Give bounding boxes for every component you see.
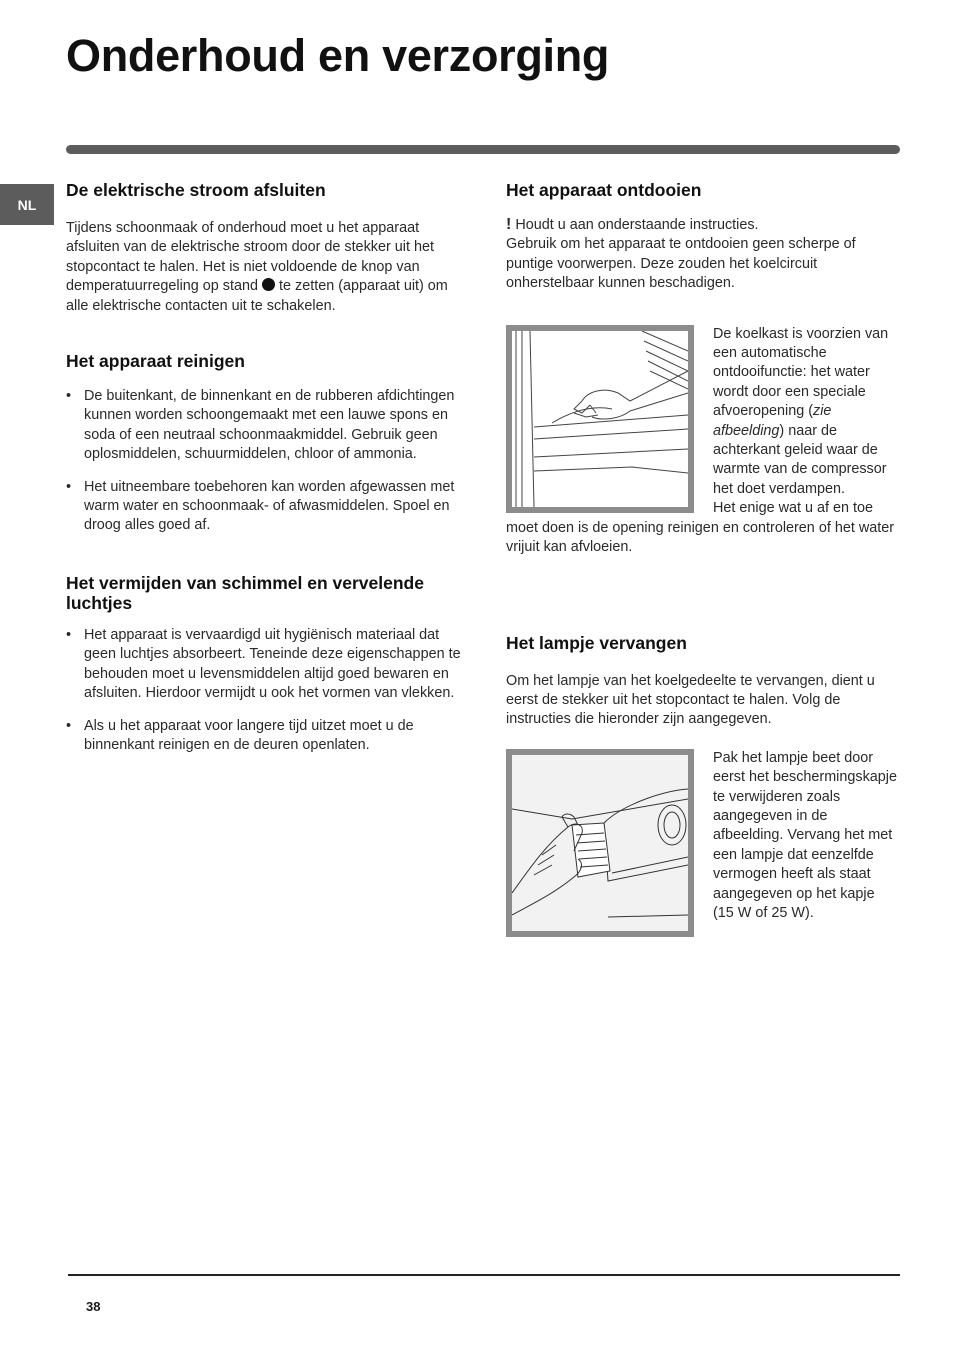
lamp-figure-text: Pak het lampje beet door eerst het beschermingskapje te verwijderen zoals aangegeven in de afbeelding. Vervang het met een lampje dat eenzelfde vermogen heeft als staat aangegeven op het kapje (15 W of 25 W). bbox=[713, 749, 897, 921]
drain-hole-illustration bbox=[512, 331, 688, 507]
lamp-intro: Om het lampje van het koelgedeelte te vervangen, dient u eerst de stekker uit het stopcontact te halen. Volg de instructies die hieronder zijn aangegeven. bbox=[506, 672, 875, 728]
lamp-illustration bbox=[506, 749, 694, 937]
section-heading: Het vermijden van schimmel en vervelende luchtjes bbox=[66, 572, 424, 613]
cleaning-list bbox=[66, 387, 462, 536]
right-column bbox=[506, 178, 898, 937]
defrost-intro: Gebruik om het apparaat te ontdooien geen scherpe of puntige voorwerpen. Deze zouden het koelcircuit onherstelbaar kunnen beschadigen. bbox=[506, 236, 856, 292]
section-heading: Het apparaat ontdooien bbox=[506, 180, 702, 200]
power-paragraph: Tijdens schoonmaak of onderhoud moet u het apparaat afsluiten van de elektrische stroom door de stekker uit het stopcontact te halen. Het is niet voldoende de knop van demperatuurregeling op stand te zetten (apparaat uit) om alle elektrische contacten uit te schakelen. bbox=[66, 220, 448, 314]
section-power bbox=[66, 180, 462, 316]
filled-circle-icon bbox=[262, 278, 275, 291]
lamp-replacement-illustration bbox=[512, 755, 688, 931]
section-mould bbox=[66, 573, 462, 755]
list-item: • Als u het apparaat voor langere tijd uitzet moet u de binnenkant reinigen en de deuren openlaten. bbox=[66, 717, 462, 756]
defrost-figure-block bbox=[506, 325, 898, 558]
defrost-figure-text: De koelkast is voorzien van een automatische ontdooifunctie: het water wordt door een speciale afvoeropening (zie afbeelding) naar de achterkant geleid waar de warmte van de compressor het doet verdampen. Het enige wat u af en toe moet doen is de opening reinigen en controleren of het water vrijuit kan afvloeien. bbox=[506, 325, 895, 556]
section-defrost bbox=[506, 180, 898, 558]
section-heading: Het apparaat reinigen bbox=[66, 351, 245, 372]
footer-rule bbox=[68, 1274, 900, 1276]
page-title: Onderhoud en verzorging bbox=[66, 30, 610, 81]
header-rule bbox=[66, 145, 900, 154]
list-item: • Het uitneembare toebehoren kan worden afgewassen met warm water en schoonmaak- of afwasmiddelen. Spoel en droog alles goed af. bbox=[66, 478, 462, 536]
list-item: • De buitenkant, de binnenkant en de rubberen afdichtingen kunnen worden schoongemaakt met een lauwe spons en soda of een neutraal schoonmaakmiddel. Gebruik geen oplosmiddelen, schuurmiddelen, chloor of ammonia. bbox=[66, 387, 462, 465]
section-cleaning bbox=[66, 351, 462, 536]
section-lamp bbox=[506, 558, 898, 924]
mould-list bbox=[66, 626, 462, 755]
language-tab: NL bbox=[0, 184, 54, 225]
defrost-illustration bbox=[506, 325, 694, 513]
section-heading: Het lampje vervangen bbox=[506, 632, 687, 653]
lamp-figure-block bbox=[506, 749, 898, 924]
page-number: 38 bbox=[86, 1299, 101, 1314]
warning-icon: ! bbox=[506, 216, 512, 233]
list-item: • Het apparaat is vervaardigd uit hygiënisch materiaal dat geen luchtjes absorbeert. Teneinde deze eigenschappen te behouden moet u levensmiddelen altijd goed bewaren en afsluiten. Hierdoor vermijdt u ook het vormen van vlekken. bbox=[66, 626, 462, 704]
left-column bbox=[66, 178, 462, 755]
section-heading: De elektrische stroom afsluiten bbox=[66, 180, 326, 200]
warning-line: ! Houdt u aan onderstaande instructies. bbox=[506, 216, 759, 233]
